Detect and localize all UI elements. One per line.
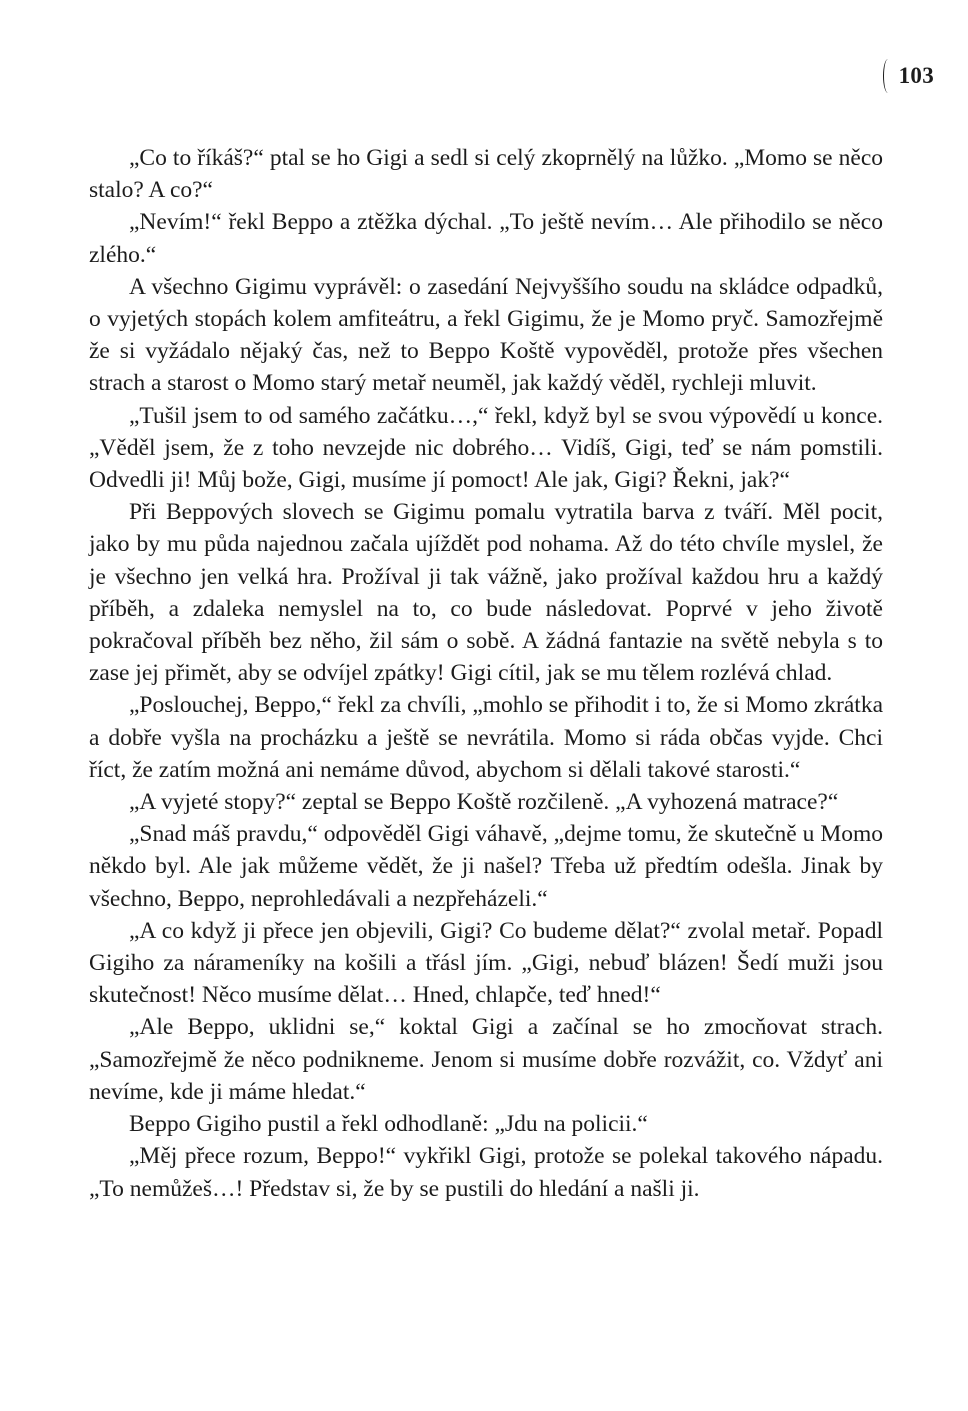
- paragraph: „A vyjeté stopy?“ zeptal se Beppo Koště rozčileně. „A vyhozená matrace?“: [129, 789, 839, 816]
- page-header: [883, 56, 934, 96]
- paragraph: „Snad máš pravdu,“ odpověděl Gigi váhavě, „dejme tomu, že skutečně u Momo někdo byl. Ale jak můžeme vědět, že ji našel? Třeba už předtím odešla. Jinak by všechno, Beppo, neprohledávali a nezpřeházeli.“: [89, 821, 883, 912]
- page-number: 103: [898, 63, 934, 88]
- paragraph: „Nevím!“ řekl Beppo a ztěžka dýchal. „To ještě nevím… Ale přihodilo se něco zlého.“: [89, 209, 883, 268]
- paragraph: A všechno Gigimu vyprávěl: o zasedání Nejvyššího soudu na skládce odpadků, o vyjetých stopách kolem amfiteátru, a řekl Gigimu, že je Momo pryč. Samozřejmě že si vyžádalo nějaký čas, než to Beppo Koště vypověděl, protože přes všechen strach a starost o Momo starý metař neuměl, jak každý věděl, rychleji mluvit.: [89, 273, 883, 397]
- page-number-bracket: [883, 59, 893, 93]
- paragraph: „Tušil jsem to od samého začátku…,“ řekl, když byl se svou výpovědí u konce. „Věděl jsem, že z toho nevzejde nic dobrého… Vidíš, Gigi, teď se nám pomstili. Odvedli ji! Můj bože, Gigi, musíme jí pomoct! Ale jak, Gigi? Řekni, jak?“: [89, 402, 883, 494]
- paragraph: Při Beppových slovech se Gigimu pomalu vytratila barva z tváří. Měl pocit, jako by mu půda najednou začala ujíždět pod nohama. Až do této chvíle myslel, že je všechno jen velká hra. Prožíval ji tak vážně, jako prožíval každou hru a každý příběh, a zdaleka nemyslel na to, co bude následovat. Poprvé v jeho životě pokračoval příběh bez něho, žil sám o sobě. A žádná fantazie na světě nebyla s to zase jej přimět, aby se odvíjel zpátky! Gigi cítil, jak se mu tělem rozlévá chlad.: [89, 499, 883, 687]
- body-text: [89, 142, 883, 1205]
- paragraph: „A co když ji přece jen objevili, Gigi? Co budeme dělat?“ zvolal metař. Popadl Gigiho za nárameníky na košili a třásl jím. „Gigi, nebuď blázen! Šedí muži jsou skutečnost! Něco musíme dělat… Hned, chlapče, teď hned!“: [89, 917, 883, 1009]
- paragraph: „Co to říkáš?“ ptal se ho Gigi a sedl si celý zkoprnělý na lůžko. „Momo se něco stalo? A co?“: [89, 145, 883, 204]
- paragraph: Beppo Gigiho pustil a řekl odhodlaně: „Jdu na policii.“: [129, 1111, 648, 1138]
- paragraph: „Měj přece rozum, Beppo!“ vykřikl Gigi, protože se polekal takového nápadu. „To nemůžeš…! Představ si, že by se pustili do hledání a našli ji.: [89, 1143, 883, 1202]
- paragraph: „Poslouchej, Beppo,“ řekl za chvíli, „mohlo se přihodit i to, že si Momo zkrátka a dobře vyšla na procházku a ještě se nevrátila. Momo si ráda občas vyjde. Chci říct, že zatím možná ani nemáme důvod, abychom si dělali takové starosti.“: [89, 692, 883, 783]
- paragraph: „Ale Beppo, uklidni se,“ koktal Gigi a začínal se ho zmocňovat strach. „Samozřejmě že něco podnikneme. Jenom si musíme dobře rozvážit, co. Vždyť ani nevíme, kde ji máme hledat.“: [89, 1014, 883, 1105]
